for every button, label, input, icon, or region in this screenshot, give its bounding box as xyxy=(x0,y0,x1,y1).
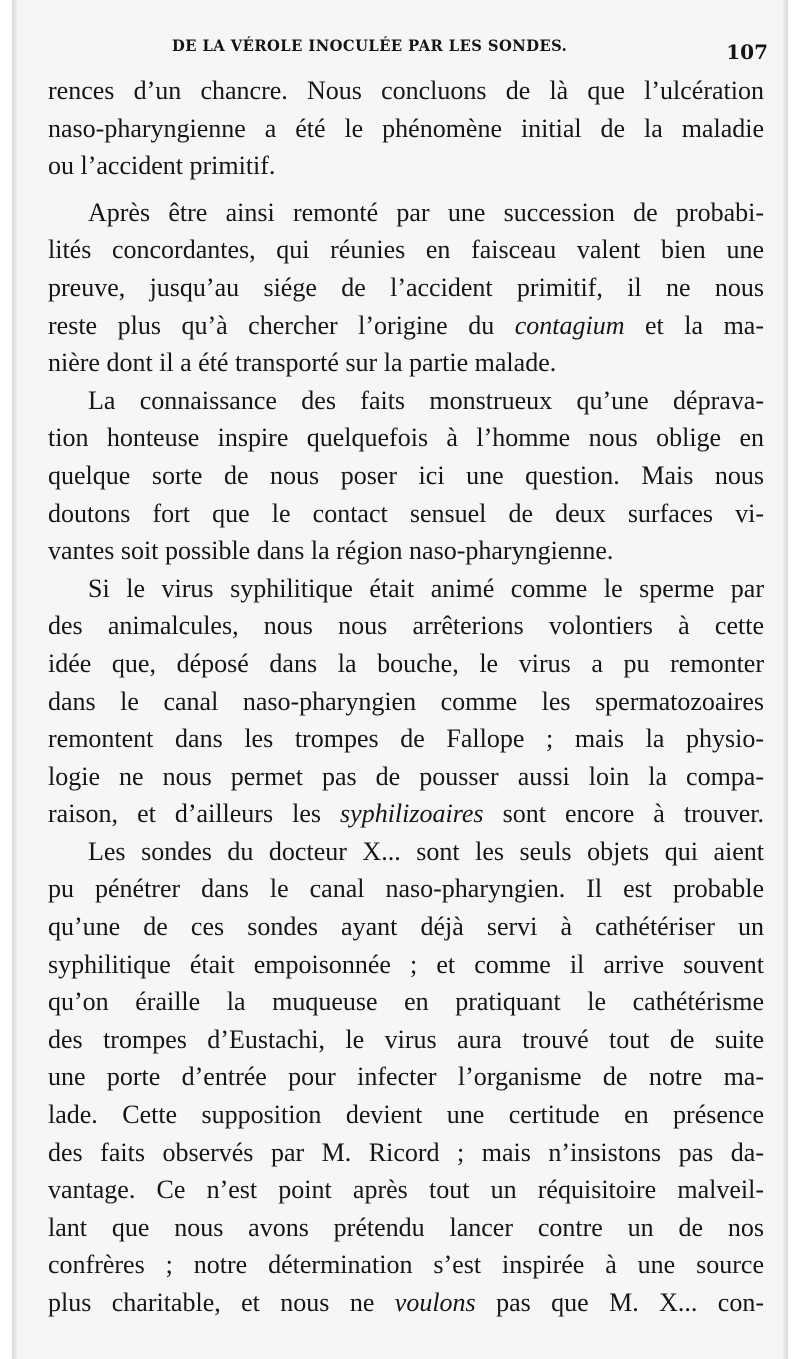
text-line xyxy=(48,307,764,345)
text-segment: des trompes d’Eustachi, le virus aura trouvé tout de suite xyxy=(48,1024,764,1054)
body-text xyxy=(48,72,764,1322)
italic-term: syphilizoaires xyxy=(340,799,484,829)
text-segment: Si le virus syphilitique était animé comme le sperme par xyxy=(88,573,764,603)
italic-term: contagium xyxy=(514,310,625,340)
text-segment: sont encore à trouver. xyxy=(483,799,765,829)
running-title: DE LA VÉROLE INOCULÉE PAR LES SONDES. xyxy=(172,36,568,55)
text-line xyxy=(48,795,764,833)
text-segment: vantage. Ce n’est point après tout un réquisitoire malveil- xyxy=(48,1175,764,1205)
text-line xyxy=(48,870,764,908)
text-line xyxy=(48,110,764,148)
text-line xyxy=(48,1246,764,1284)
text-line xyxy=(48,720,764,758)
italic-term: voulons xyxy=(394,1288,476,1317)
text-line xyxy=(48,758,764,796)
text-line xyxy=(48,382,764,420)
text-segment: remontent dans les trompes de Fallope ; mais la physio- xyxy=(48,724,764,754)
text-segment: pu pénétrer dans le canal naso-pharyngien. Il est probable xyxy=(48,874,764,904)
text-segment: et la ma- xyxy=(624,310,765,340)
text-segment: lant que nous avons prétendu lancer contre un de nos xyxy=(48,1212,764,1242)
text-segment: lités concordantes, qui réunies en faisceau valent bien une xyxy=(48,235,764,265)
text-segment: une porte d’entrée pour infecter l’organisme de notre ma- xyxy=(48,1062,764,1092)
text-line xyxy=(48,194,764,232)
text-segment: quelque sorte de nous poser ici une question. Mais nous xyxy=(48,460,764,490)
text-segment: ou l’accident primitif. xyxy=(48,151,276,181)
text-segment: tion honteuse inspire quelquefois à l’homme nous oblige en xyxy=(48,423,764,453)
page-number: 107 xyxy=(726,40,768,64)
text-segment: idée que, déposé dans la bouche, le virus a pu remonter xyxy=(48,648,764,678)
text-line xyxy=(48,231,764,269)
text-segment: lade. Cette supposition devient une certitude en présence xyxy=(48,1100,764,1130)
page-left-edge xyxy=(12,0,18,1359)
text-line xyxy=(48,147,764,185)
text-line xyxy=(48,908,764,946)
text-line xyxy=(48,495,764,533)
text-line xyxy=(48,946,764,984)
book-page xyxy=(12,0,788,1359)
text-line xyxy=(48,683,764,721)
text-segment: qu’une de ces sondes ayant déjà servi à cathétériser un xyxy=(48,912,764,942)
text-segment: rences d’un chancre. Nous concluons de là que l’ulcération xyxy=(48,76,764,105)
text-line xyxy=(48,457,764,495)
text-line xyxy=(48,344,764,382)
text-line xyxy=(48,532,764,570)
text-segment: pas que M. X... con- xyxy=(475,1288,764,1317)
text-line xyxy=(48,1058,764,1096)
text-segment: vantes soit possible dans la région naso-pharyngienne. xyxy=(48,536,614,566)
text-line xyxy=(48,1021,764,1059)
text-segment: des faits observés par M. Ricord ; mais n’insistons pas da- xyxy=(48,1137,764,1167)
text-line xyxy=(48,1096,764,1134)
text-line xyxy=(48,833,764,871)
text-line xyxy=(48,983,764,1021)
text-line xyxy=(48,72,764,110)
text-line xyxy=(48,1134,764,1172)
text-segment: Après être ainsi remonté par une succession de probabi- xyxy=(88,197,764,227)
text-line xyxy=(48,1284,764,1322)
text-segment: reste plus qu’à chercher l’origine du xyxy=(48,310,515,340)
text-segment: plus charitable, et nous ne xyxy=(48,1288,395,1317)
text-line xyxy=(48,269,764,307)
text-segment: doutons fort que le contact sensuel de deux surfaces vi- xyxy=(48,498,764,528)
text-segment: des animalcules, nous nous arrêterions volontiers à cette xyxy=(48,611,764,641)
page-right-edge xyxy=(782,0,788,1359)
text-segment: preuve, jusqu’au siége de l’accident primitif, il ne nous xyxy=(48,272,764,302)
text-segment: qu’on éraille la muqueuse en pratiquant le cathétérisme xyxy=(48,987,764,1017)
text-line xyxy=(48,570,764,608)
page-header xyxy=(48,36,768,64)
text-line xyxy=(48,419,764,457)
text-segment: nière dont il a été transporté sur la partie malade. xyxy=(48,348,557,378)
text-line xyxy=(48,645,764,683)
text-segment: raison, et d’ailleurs les xyxy=(48,799,341,829)
text-segment: syphilitique était empoisonnée ; et comme il arrive souvent xyxy=(48,949,764,979)
text-line xyxy=(48,607,764,645)
text-segment: confrères ; notre détermination s’est inspirée à une source xyxy=(48,1250,764,1280)
text-line xyxy=(48,1171,764,1209)
text-segment: La connaissance des faits monstrueux qu’une déprava- xyxy=(88,385,764,415)
text-segment: logie ne nous permet pas de pousser aussi loin la compa- xyxy=(48,761,764,791)
text-segment: dans le canal naso-pharyngien comme les spermatozoaires xyxy=(48,686,764,716)
text-segment: naso-pharyngienne a été le phénomène initial de la maladie xyxy=(48,113,764,143)
text-segment: Les sondes du docteur X... sont les seuls objets qui aient xyxy=(88,836,764,866)
text-line xyxy=(48,1209,764,1247)
